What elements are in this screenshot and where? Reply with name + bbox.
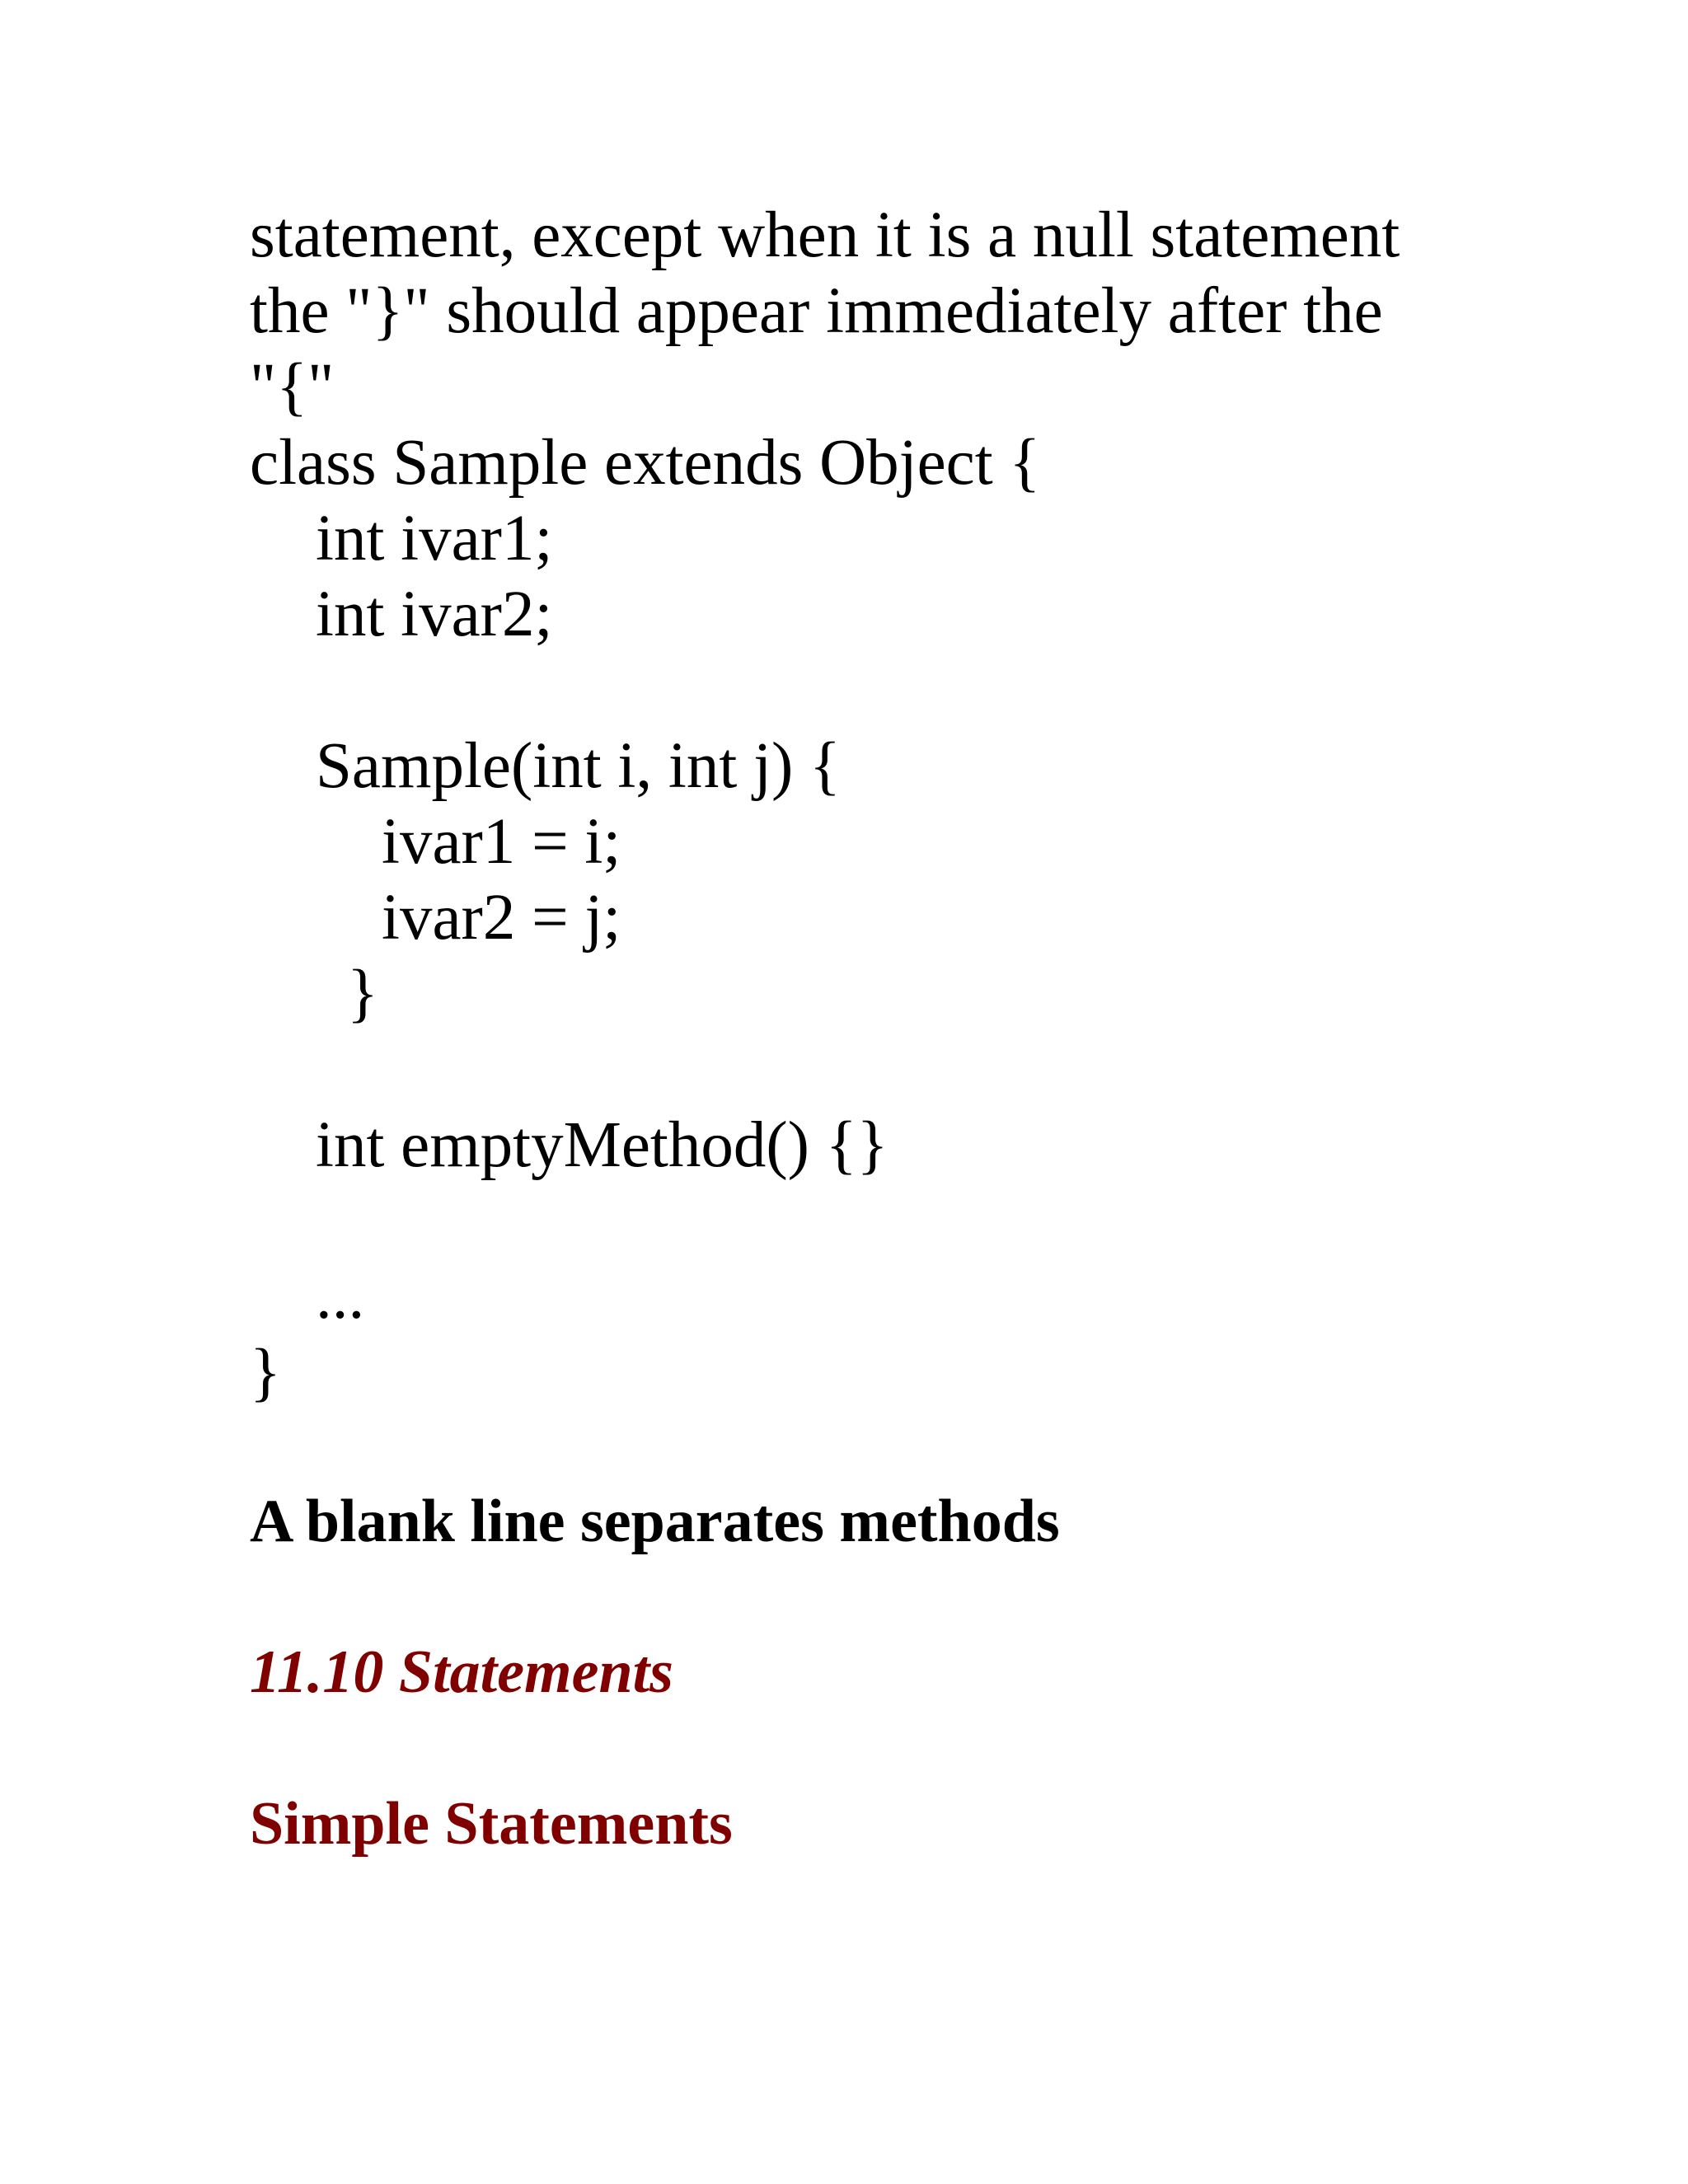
- intro-line-2: the "}" should appear immediately after the: [250, 275, 1383, 347]
- code-class-close-brace: }: [250, 1337, 281, 1408]
- code-constructor-declaration: Sample(int i, int j) {: [316, 730, 841, 802]
- code-constructor-close-brace: }: [347, 958, 378, 1029]
- subsection-heading: Simple Statements: [250, 1790, 733, 1858]
- section-heading: 11.10 Statements: [250, 1638, 673, 1706]
- code-constructor-statement-2: ivar2 = j;: [382, 882, 621, 954]
- code-empty-method: int emptyMethod() {}: [316, 1109, 889, 1181]
- code-class-declaration: class Sample extends Object {: [250, 427, 1041, 499]
- code-constructor-statement-1: ivar1 = i;: [382, 806, 621, 878]
- intro-line-3: "{": [250, 351, 335, 423]
- code-ellipsis: ...: [316, 1261, 365, 1333]
- code-ivar2-declaration: int ivar2;: [316, 579, 553, 650]
- note-heading: A blank line separates methods: [250, 1488, 1060, 1555]
- intro-line-1: statement, except when it is a null statement: [250, 199, 1400, 271]
- code-ivar1-declaration: int ivar1;: [316, 503, 553, 574]
